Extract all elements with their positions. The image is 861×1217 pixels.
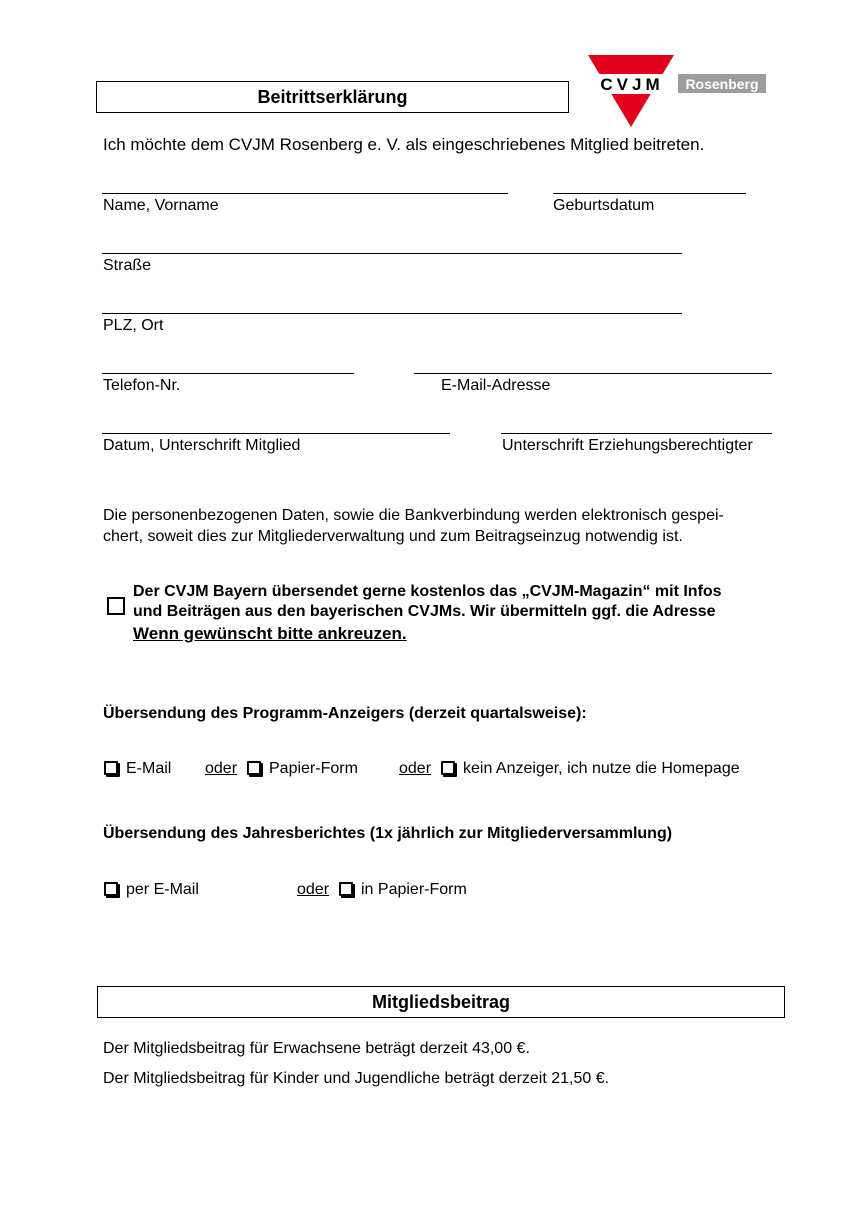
logo-text: CVJM (600, 75, 664, 94)
annual-paper-label: in Papier-Form (361, 881, 467, 898)
signature-member-line[interactable] (102, 433, 450, 434)
cvjm-triangle-logo-icon (588, 55, 766, 130)
name-field-line[interactable] (102, 193, 508, 194)
email-label: E-Mail-Adresse (441, 377, 551, 394)
program-paper-checkbox[interactable] (247, 761, 261, 775)
annual-email-checkbox[interactable] (104, 882, 118, 896)
birthdate-label: Geburtsdatum (553, 197, 655, 214)
magazine-line-1: Der CVJM Bayern übersendet gerne kostenlos das „CVJM-Magazin“ mit Infos (133, 583, 722, 600)
city-label: PLZ, Ort (103, 317, 164, 334)
program-email-label: E-Mail (126, 760, 172, 777)
program-none-checkbox[interactable] (441, 761, 455, 775)
signature-member-label: Datum, Unterschrift Mitglied (103, 437, 301, 454)
program-heading: Übersendung des Programm-Anzeigers (derzeit quartalsweise): (103, 705, 587, 722)
privacy-note (103, 505, 793, 547)
name-label: Name, Vorname (103, 197, 219, 214)
annual-option-paper[interactable] (339, 880, 467, 900)
city-field-line[interactable] (102, 313, 682, 314)
street-field-line[interactable] (102, 253, 682, 254)
annual-email-label: per E-Mail (126, 881, 199, 898)
program-oder-1: oder (205, 760, 238, 777)
magazine-line-3: Wenn gewünscht bitte ankreuzen. (133, 624, 407, 643)
magazine-checkbox[interactable] (107, 597, 125, 615)
signature-guardian-label: Unterschrift Erziehungsberechtigter (502, 437, 753, 454)
annual-oder: oder (297, 881, 330, 898)
privacy-line-1: Die personenbezogenen Daten, sowie die Bankverbindung werden elektronisch gespei- (103, 507, 724, 524)
program-option-none[interactable] (441, 759, 740, 779)
program-option-paper[interactable] (247, 759, 358, 779)
street-label: Straße (103, 257, 152, 274)
birthdate-field-line[interactable] (553, 193, 746, 194)
program-none-label: kein Anzeiger, ich nutze die Homepage (463, 760, 740, 777)
intro-text: Ich möchte dem CVJM Rosenberg e. V. als eingeschriebenes Mitglied beitreten. (103, 135, 705, 154)
annual-option-email[interactable] (104, 880, 199, 900)
privacy-line-2: chert, soweit dies zur Mitgliederverwaltung und zum Beitragseinzug notwendig ist. (103, 528, 683, 545)
phone-field-line[interactable] (102, 373, 354, 374)
program-paper-label: Papier-Form (269, 760, 358, 777)
program-email-checkbox[interactable] (104, 761, 118, 775)
annual-heading: Übersendung des Jahresberichtes (1x jährlich zur Mitgliederversammlung) (103, 825, 673, 842)
annual-paper-checkbox[interactable] (339, 882, 353, 896)
fees-title: Mitgliedsbeitrag (371, 991, 510, 1012)
magazine-line-2: und Beiträgen aus den bayerischen CVJMs. Wir übermitteln ggf. die Adresse (133, 603, 716, 620)
program-oder-2: oder (399, 760, 432, 777)
program-option-email[interactable] (104, 759, 171, 779)
page-title: Beitrittserklärung (257, 86, 408, 107)
phone-label: Telefon-Nr. (103, 377, 181, 394)
fees-title-box (97, 986, 785, 1018)
logo-tag-text: Rosenberg (685, 76, 759, 92)
fees-children: Der Mitgliedsbeitrag für Kinder und Jugendliche beträgt derzeit 21,50 €. (103, 1070, 610, 1087)
page-title-box (96, 81, 569, 113)
signature-guardian-line[interactable] (501, 433, 772, 434)
cvjm-logo (588, 55, 766, 130)
fees-adults: Der Mitgliedsbeitrag für Erwachsene beträgt derzeit 43,00 €. (103, 1040, 530, 1057)
magazine-text (133, 582, 793, 644)
email-field-line[interactable] (414, 373, 772, 374)
